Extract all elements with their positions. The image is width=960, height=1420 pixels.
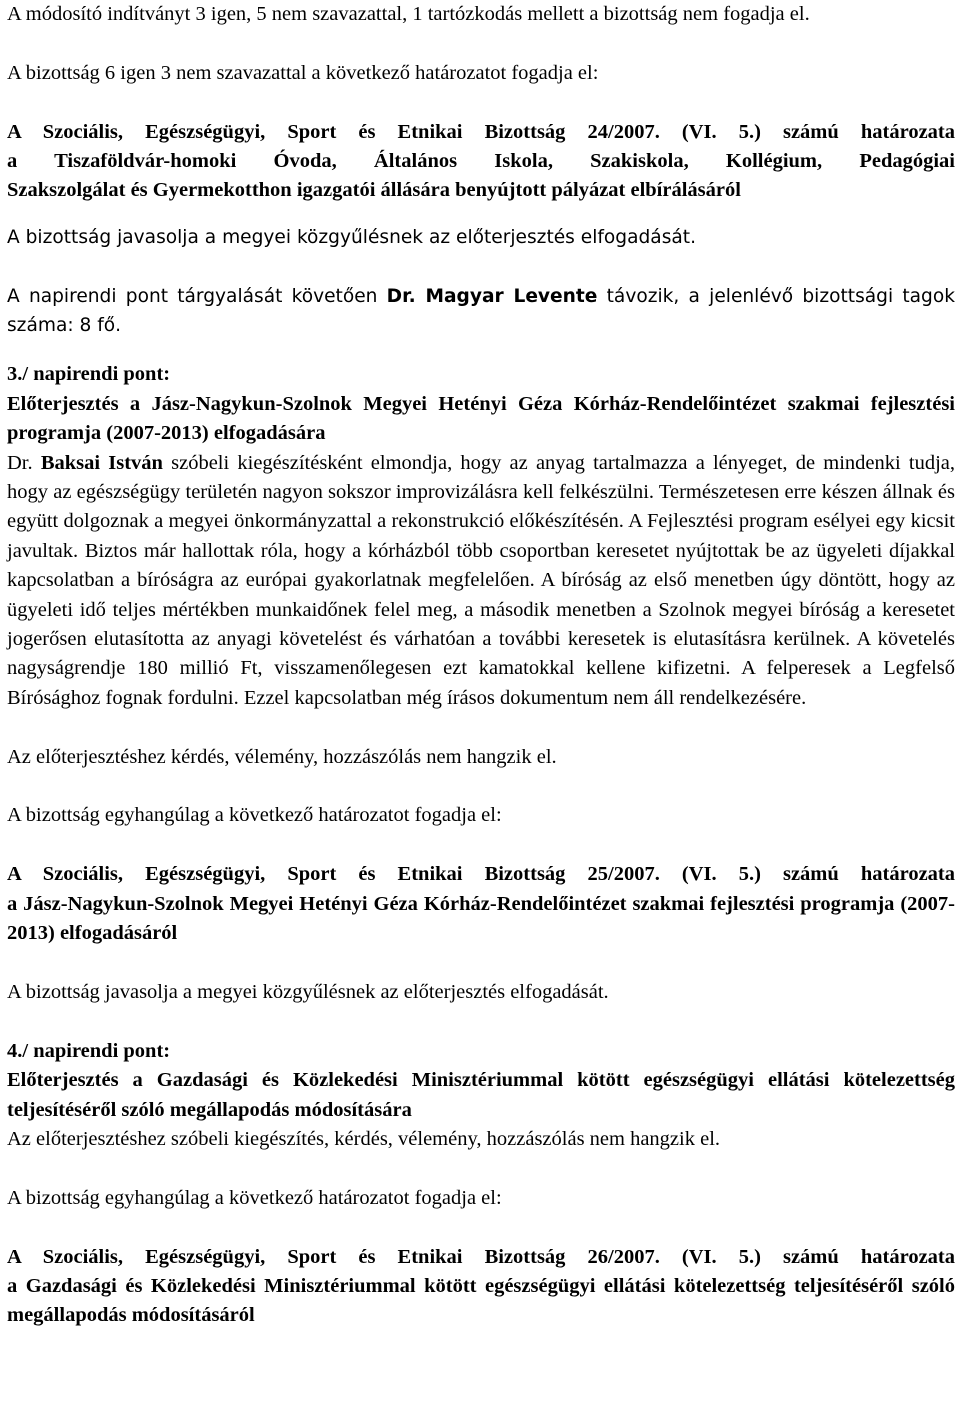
leaving-member-name: Dr. Magyar Levente [386,285,598,307]
speech-text: szóbeli kiegészítésként elmondja, hogy az anyag tartalmazza a lényeget, de mindenki tudja, hogy az egészségügy területén nagyon sokszor improvizálásra kell felkészülni. Természetesen erre készen állnak és együtt dolgoznak a megyei önkormányzattal a rekonstrukció előkészítésén. A Fejlesztési program esélyei egy kicsit javultak. Biztos már hallottak róla, hogy a kórházból több csoportban keresetet nyújtottak be az ügyeleti díjakkal kapcsolatban a bíróságra az európai gyakorlatnak megfelelően. A bíróság az első menetben úgy döntött, hogy az ügyeleti idő teljes mértékben munkaidőnek felel meg, a második menetben a Szolnok megyei bíróság a keresetet jogerősen elutasította az anyagi követelést és várhatóan a további keresetek is elutasításra kerülnek. A követelés nagyságrendje 180 millió Ft, visszamenőlegesen ezt kamatokkal kellene kifizetni. A felperesek a Legfelső Bírósághoz fognak fordulni. Ezzel kapcsolatban még írásos dokumentum nem áll rendelkezésére. [7,451,956,709]
amendment-vote-paragraph: A módosító indítványt 3 igen, 5 nem szavazattal, 1 tartózkodás mellett a bizottság nem fogadja el. [7,3,810,25]
speaker-name: Baksai István [40,451,163,474]
resolution-24-subject-line: a Tiszaföldvár-homoki Óvoda, Általános Iskola, Szakiskola, Kollégium, Pedagógiai [7,150,955,172]
agenda-4-no-comment: Az előterjesztéshez szóbeli kiegészítés, kérdés, vélemény, hozzászólás nem hangzik el. [7,1127,721,1150]
agenda-3-title: Előterjesztés a Jász-Nagykun-Szolnok Megyei Hetényi Géza Kórház-Rendelőintézet szakmai fejlesztési programja (2007-2013) elfogadására [7,392,955,445]
resolution-25-title: A Szociális, Egészségügyi, Sport és Etnikai Bizottság 25/2007. (VI. 5.) számú határozata [7,863,955,886]
agenda-item-3 [7,360,955,830]
recommendation-paragraph: A bizottság javasolja a megyei közgyűlésnek az előterjesztés elfogadását. [7,980,609,1003]
agenda-4-vote: A bizottság egyhangúlag a következő határozatot fogadja el: [7,1186,502,1209]
agenda-3-heading: 3./ napirendi pont: [7,363,171,386]
agenda-item-4 [7,1037,955,1213]
resolution-25-subject: a Jász-Nagykun-Szolnok Megyei Hetényi Géza Kórház-Rendelőintézet szakmai fejlesztési programja (2007-2013) elfogadásáról [7,892,955,945]
agenda-3-vote: A bizottság egyhangúlag a következő határozatot fogadja el: [7,804,502,827]
resolution-24-subject-line: Szakszolgálat és Gyermekotthon igazgatói állására benyújtott pályázat elbírálásáról [7,179,741,202]
agenda-3-no-comment: Az előterjesztéshez kérdés, vélemény, hozzászólás nem hangzik el. [7,745,557,768]
recommendation-paragraph: A bizottság javasolja a megyei közgyűlésnek az előterjesztés elfogadását. [7,226,696,248]
resolution-26-title: A Szociális, Egészségügyi, Sport és Etnikai Bizottság 26/2007. (VI. 5.) számú határozata [7,1245,955,1268]
resolution-24-block [7,118,955,206]
document-page [7,0,955,1331]
resolution-26-block [7,1243,955,1331]
resolution-26-subject: a Gazdasági és Közlekedési Minisztériummal kötött egészségügyi ellátási kötelezettség teljesítéséről szóló megállapodás módosításáról [7,1274,955,1327]
member-leaves-text: távozik, a jelenlévő bizottsági tagok száma: 8 fő. [7,285,955,337]
agenda-3-speech [7,449,955,714]
resolution-25-block [7,860,955,948]
committee-vote-paragraph: A bizottság 6 igen 3 nem szavazattal a következő határozatot fogadja el: [7,61,599,84]
resolution-24-title: A Szociális, Egészségügyi, Sport és Etnikai Bizottság 24/2007. (VI. 5.) számú határozata [7,120,955,143]
speaker-prefix: Dr. [7,451,41,474]
member-leaves-paragraph [7,282,955,341]
member-leaves-text: A napirendi pont tárgyalását követően [7,285,387,307]
agenda-4-title: Előterjesztés a Gazdasági és Közlekedési Minisztériummal kötött egészségügyi ellátási kötelezettség teljesítéséről szóló megállapodás módosítására [7,1069,955,1121]
agenda-4-heading: 4./ napirendi pont: [7,1039,171,1062]
